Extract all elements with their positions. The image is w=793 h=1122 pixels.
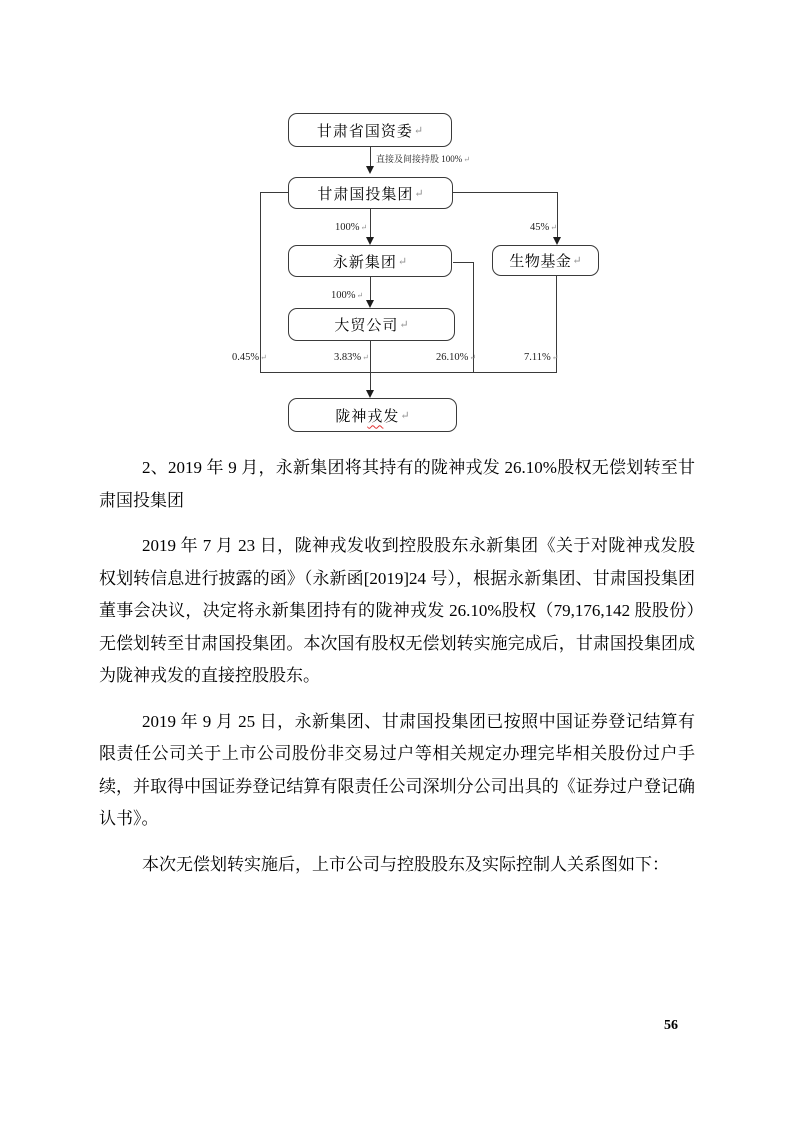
connector-yongxin-damao — [370, 277, 371, 301]
diagram-box-yongxin — [288, 245, 452, 277]
section-heading: 2、2019 年 9 月，永新集团将其持有的陇神戎发 26.10%股权无偿划转至甘肃国投集团 — [99, 458, 695, 510]
connector-damao-bus-v — [370, 341, 371, 372]
connector-guotou-left-rail-h — [260, 192, 288, 193]
arrowhead-down-icon — [366, 390, 374, 398]
paragraph-registration-completed: 2019 年 9 月 25 日，永新集团、甘肃国投集团已按照中国证券登记结算有限责任公司关于上市公司股份非交易过户等相关规定办理完毕相关股份过户手续，并取得中国证券登记结算有限责任公司深圳分公司出具的《证券过户登记确认书》。 — [99, 711, 695, 828]
edge-label-7-11pct — [524, 352, 558, 363]
connector-guotou-yongxin — [370, 209, 371, 238]
paragraph-mark: ↵ — [550, 223, 557, 232]
paragraph-mark: ↵ — [413, 124, 424, 137]
box-label-misspelled: 戎 — [367, 408, 384, 425]
box-label: 大贸公司 — [334, 318, 399, 334]
paragraph-mark: ↵ — [362, 353, 369, 362]
box-label: 发 — [383, 408, 400, 425]
edge-label-100pct-mid — [331, 290, 363, 301]
diagram-box-longshen — [288, 398, 457, 432]
edge-label-3-83pct — [334, 352, 369, 363]
box-label: 生物基金 — [509, 254, 572, 270]
connector-guotou-biofund-v — [557, 192, 558, 238]
body-text — [99, 452, 695, 894]
page-number: 56 — [664, 1018, 678, 1033]
edge-label-26-10pct — [436, 352, 476, 363]
arrowhead-down-icon — [366, 300, 374, 308]
paragraph-mark: ↵ — [572, 255, 582, 267]
edge-label-text: 100% — [335, 222, 360, 233]
arrowhead-down-icon — [366, 166, 374, 174]
box-label: 甘肃省国资委 — [316, 123, 413, 140]
edge-label-text: 0.45% — [232, 352, 260, 363]
paragraph-mark: ↵ — [397, 255, 408, 268]
paragraph-share-transfer-decision: 2019 年 7 月 23 日，陇神戎发收到控股股东永新集团《关于对陇神戎发股权划转信息进行披露的函》（永新函[2019]24 号），根据永新集团、甘肃国投集团董事会决议，决定将永新集团持有的陇神戎发 26.10%股权（79,176,142 股股份）无偿划转至甘肃国投集团。本次国有股权无偿划转实施完成后，甘肃国投集团成为陇神戎发的直接控股股东。 — [99, 536, 695, 685]
box-label: 陇神 — [335, 408, 368, 425]
connector-bottom-bus — [260, 372, 557, 373]
ownership-structure-diagram — [0, 0, 793, 450]
edge-label-text: 3.83% — [334, 352, 362, 363]
paragraph-mark: ↵ — [356, 291, 364, 300]
connector-guotou-biofund-h — [453, 192, 557, 193]
edge-label-text: 100% — [331, 290, 356, 301]
paragraph-mark: ↵ — [414, 187, 424, 200]
paragraph-mark: ↵ — [463, 155, 470, 164]
edge-label-100pct-top — [335, 222, 367, 233]
box-label: 永新集团 — [332, 254, 397, 271]
arrowhead-down-icon — [553, 237, 561, 245]
paragraph-mark: ↵ — [260, 353, 267, 362]
box-label: 甘肃国投集团 — [317, 186, 414, 203]
connector-yongxin-bus-h — [453, 262, 473, 263]
edge-label-text: 7.11% — [524, 352, 551, 363]
edge-label-text: 直接及间接持股 100% — [376, 154, 463, 164]
diagram-box-gansu-guotou — [288, 177, 453, 209]
edge-label-text: 45% — [530, 222, 550, 233]
connector-sasac-guotou — [370, 147, 371, 166]
arrowhead-down-icon — [366, 237, 374, 245]
diagram-box-damao — [288, 308, 455, 341]
paragraph-mark: ↵ — [360, 223, 368, 232]
connector-bus-longshen — [370, 372, 371, 390]
edge-label-45pct — [527, 222, 557, 233]
paragraph-mark: ↵ — [551, 353, 559, 362]
edge-label-text: 26.10% — [436, 352, 469, 363]
paragraph-mark: ↵ — [399, 319, 409, 331]
paragraph-mark: ↵ — [469, 353, 477, 362]
paragraph-relationship-chart-intro: 本次无偿划转实施后，上市公司与控股股东及实际控制人关系图如下： — [142, 854, 669, 874]
connector-guotou-left-rail-v — [260, 192, 261, 372]
edge-label-0-45pct — [232, 352, 267, 363]
paragraph-mark: ↵ — [400, 409, 410, 422]
diagram-box-bio-fund — [492, 245, 599, 276]
edge-label-direct-indirect-holding — [376, 152, 470, 165]
diagram-box-gansu-sasac — [288, 113, 452, 147]
